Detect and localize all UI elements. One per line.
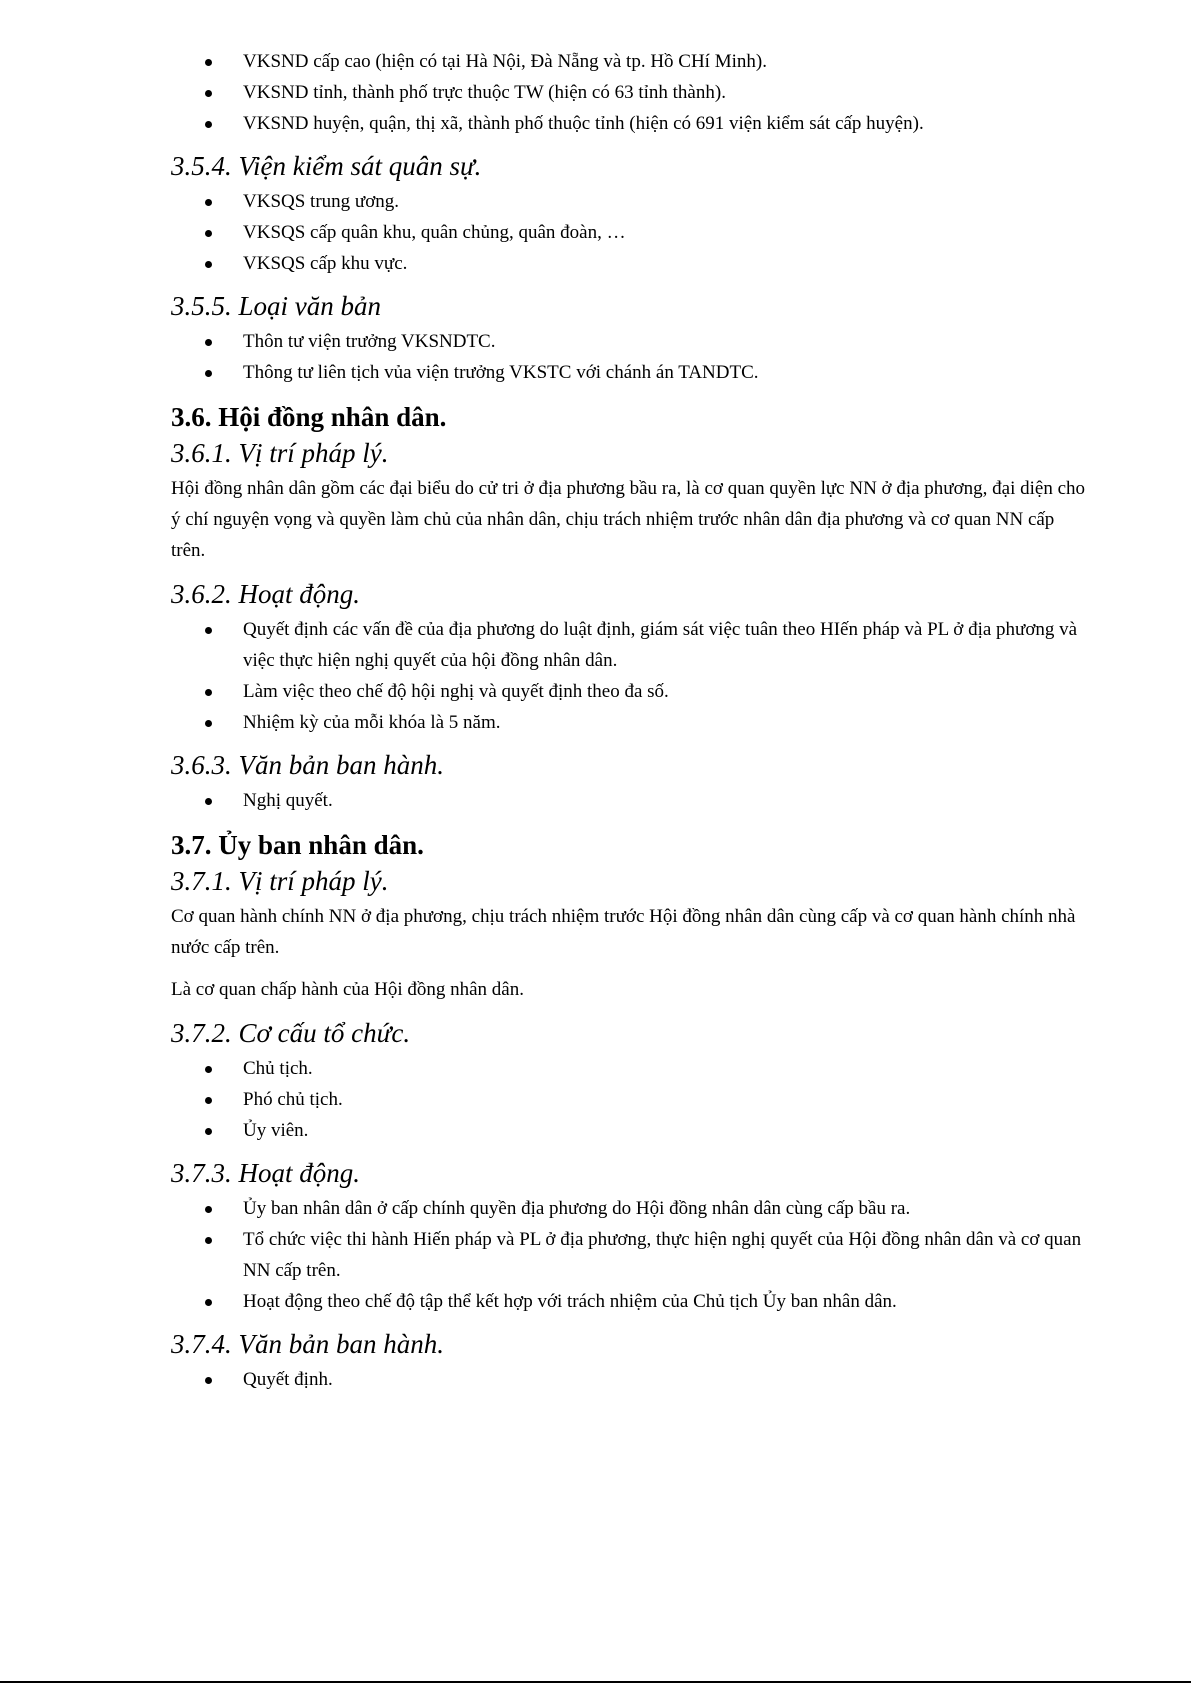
list-item: Thôn tư viện trưởng VKSNDTC. (171, 326, 1091, 357)
list-item: VKSQS cấp quân khu, quân chủng, quân đoàn, … (171, 217, 1091, 248)
heading-3-6-2: 3.6.2. Hoạt động. (171, 579, 360, 609)
courts-list (171, 46, 1091, 139)
list-item: Ủy viên. (171, 1115, 1091, 1146)
heading-3-7-4: 3.7.4. Văn bản ban hành. (171, 1329, 444, 1359)
document-page (171, 46, 1091, 1395)
list-3-7-3 (171, 1193, 1091, 1317)
list-item: VKSQS cấp khu vực. (171, 248, 1091, 279)
list-item: VKSQS trung ương. (171, 186, 1091, 217)
heading-3-5-4: 3.5.4. Viện kiểm sát quân sự. (171, 151, 482, 181)
list-3-6-3 (171, 785, 1091, 816)
paragraph-3-6-1: Hội đồng nhân dân gồm các đại biểu do cử tri ở địa phương bầu ra, là cơ quan quyền lực NN ở địa phương, đại diện cho ý chí nguyện vọng và quyền làm chủ của nhân dân, chịu trách nhiệm trước nhân dân địa phương và cơ quan NN cấp trên. (171, 478, 1086, 561)
paragraph-3-7-1-b: Là cơ quan chấp hành của Hội đồng nhân dân. (171, 979, 524, 1000)
list-item: Phó chủ tịch. (171, 1084, 1091, 1115)
heading-3-6: 3.6. Hội đồng nhân dân. (171, 402, 447, 432)
heading-3-6-1: 3.6.1. Vị trí pháp lý. (171, 438, 389, 468)
list-item: Ủy ban nhân dân ở cấp chính quyền địa phương do Hội đồng nhân dân cùng cấp bầu ra. (171, 1193, 1091, 1224)
list-3-5-4 (171, 186, 1091, 279)
list-item: VKSND tỉnh, thành phố trực thuộc TW (hiện có 63 tỉnh thành). (171, 77, 1091, 108)
list-item: Tổ chức việc thi hành Hiến pháp và PL ở địa phương, thực hiện nghị quyết của Hội đồng nhân dân và cơ quan NN cấp trên. (171, 1224, 1091, 1286)
list-item: Quyết định các vấn đề của địa phương do luật định, giám sát việc tuân theo HIến pháp và PL ở địa phương và việc thực hiện nghị quyết của hội đồng nhân dân. (171, 614, 1091, 676)
list-item: Quyết định. (171, 1364, 1091, 1395)
paragraph-3-7-1-a: Cơ quan hành chính NN ở địa phương, chịu trách nhiệm trước Hội đồng nhân dân cùng cấp và cơ quan hành chính nhà nước cấp trên. (171, 906, 1076, 958)
page-bottom-divider (0, 1681, 1191, 1683)
list-item: Hoạt động theo chế độ tập thể kết hợp với trách nhiệm của Chủ tịch Ủy ban nhân dân. (171, 1286, 1091, 1317)
heading-3-7-1: 3.7.1. Vị trí pháp lý. (171, 866, 389, 896)
heading-3-7-3: 3.7.3. Hoạt động. (171, 1158, 360, 1188)
list-3-7-4 (171, 1364, 1091, 1395)
list-item: Chủ tịch. (171, 1053, 1091, 1084)
list-item: Nhiệm kỳ của mỗi khóa là 5 năm. (171, 707, 1091, 738)
heading-3-7-2: 3.7.2. Cơ cấu tổ chức. (171, 1018, 411, 1048)
list-item: Thông tư liên tịch vủa viện trưởng VKSTC với chánh án TANDTC. (171, 357, 1091, 388)
heading-3-5-5: 3.5.5. Loại văn bản (171, 291, 382, 321)
list-3-7-2 (171, 1053, 1091, 1146)
list-item: Làm việc theo chế độ hội nghị và quyết định theo đa số. (171, 676, 1091, 707)
heading-3-7: 3.7. Ủy ban nhân dân. (171, 830, 424, 860)
heading-3-6-3: 3.6.3. Văn bản ban hành. (171, 750, 444, 780)
list-item: VKSND cấp cao (hiện có tại Hà Nội, Đà Nẵng và tp. Hồ CHí Minh). (171, 46, 1091, 77)
list-3-6-2 (171, 614, 1091, 738)
list-3-5-5 (171, 326, 1091, 388)
list-item: VKSND huyện, quận, thị xã, thành phố thuộc tỉnh (hiện có 691 viện kiểm sát cấp huyện). (171, 108, 1091, 139)
list-item: Nghị quyết. (171, 785, 1091, 816)
